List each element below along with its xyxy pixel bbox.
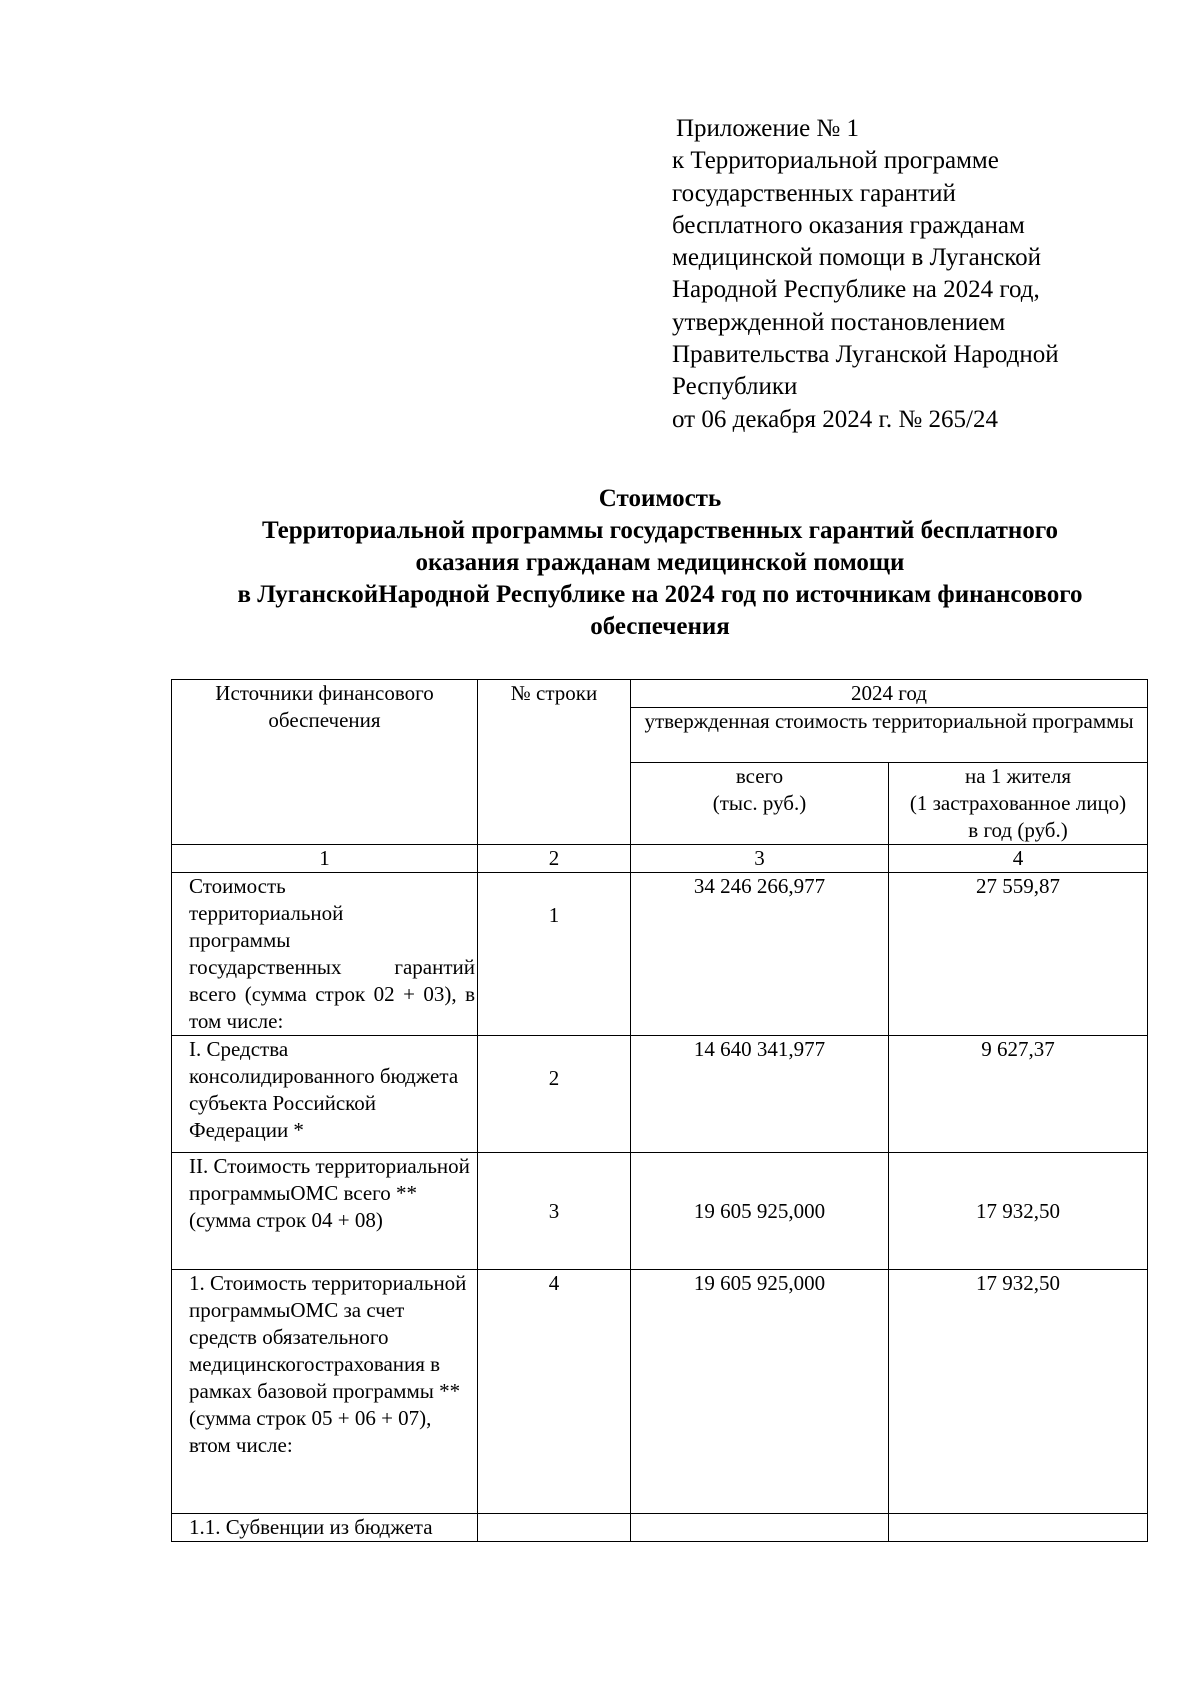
row-label-line: государственных гарантий всего (сумма строк 02 + 03), в том числе: bbox=[189, 955, 475, 1033]
header-per-resident-line: на 1 жителя bbox=[965, 764, 1071, 788]
appendix-line: бесплатного оказания гражданам bbox=[672, 211, 1025, 239]
column-number: 1 bbox=[172, 845, 478, 873]
row-number-value: 2 bbox=[548, 1066, 560, 1090]
table-row bbox=[172, 1270, 1148, 1514]
title-line: обеспечения bbox=[590, 613, 730, 640]
document-title bbox=[140, 483, 1180, 643]
title-line: Территориальной программы государственных гарантий бесплатного bbox=[261, 517, 1059, 544]
header-per-resident-line: в год (руб.) bbox=[968, 818, 1068, 842]
title-line: оказания гражданам медицинской помощи bbox=[415, 549, 905, 576]
column-number-row bbox=[172, 845, 1148, 873]
table-row bbox=[172, 1514, 1148, 1542]
row-number bbox=[478, 1036, 631, 1153]
column-number: 3 bbox=[631, 845, 889, 873]
appendix-line: к Территориальной программе bbox=[672, 147, 999, 175]
header-total-line: (тыс. руб.) bbox=[712, 791, 807, 815]
row-per-resident bbox=[889, 1514, 1148, 1542]
row-label bbox=[172, 873, 478, 1036]
title-line: в ЛуганскойНародной Республике на 2024 год по источникам финансового bbox=[237, 581, 1083, 608]
appendix-line: утвержденной постановлением bbox=[672, 308, 1006, 336]
row-total: 34 246 266,977 bbox=[631, 873, 889, 1036]
row-number: 3 bbox=[478, 1153, 631, 1270]
row-per-resident: 17 932,50 bbox=[889, 1270, 1148, 1514]
row-per-resident: 27 559,87 bbox=[889, 873, 1148, 1036]
header-sources: Источники финансового обеспечения bbox=[172, 680, 478, 845]
row-total: 19 605 925,000 bbox=[631, 1153, 889, 1270]
header-year: 2024 год bbox=[631, 680, 1148, 708]
row-label: 1.1. Субвенции из бюджета bbox=[172, 1514, 478, 1542]
appendix-block bbox=[672, 113, 1142, 436]
appendix-line: Республики bbox=[672, 373, 798, 401]
row-number: 4 bbox=[478, 1270, 631, 1514]
row-number bbox=[478, 1514, 631, 1542]
row-total: 14 640 341,977 bbox=[631, 1036, 889, 1153]
row-label-line: программы bbox=[189, 928, 291, 952]
appendix-line: медицинской помощи в Луганской bbox=[672, 244, 1041, 272]
appendix-line: Народной Республике на 2024 год, bbox=[672, 276, 1040, 304]
header-approved: утвержденная стоимость территориальной программы bbox=[631, 708, 1148, 763]
header-total bbox=[631, 763, 889, 845]
row-label-line: территориальной bbox=[189, 901, 344, 925]
row-label: I. Средства консолидированного бюджета субъекта Российской Федерации * bbox=[172, 1036, 478, 1153]
row-label: 1. Стоимость территориальной программыОМС за счет средств обязательного медицинскогострахования в рамках базовой программы ** (сумма строк 05 + 06 + 07), втом числе: bbox=[172, 1270, 478, 1514]
row-total bbox=[631, 1514, 889, 1542]
column-number: 4 bbox=[889, 845, 1148, 873]
row-per-resident: 9 627,37 bbox=[889, 1036, 1148, 1153]
header-per-resident-line: (1 застрахованное лицо) bbox=[909, 791, 1127, 815]
appendix-line: Приложение № 1 bbox=[676, 115, 860, 142]
cost-table bbox=[171, 679, 1148, 1542]
row-label: II. Стоимость территориальной программыОМС всего ** (сумма строк 04 + 08) bbox=[172, 1153, 478, 1270]
appendix-line: от 06 декабря 2024 г. № 265/24 bbox=[672, 405, 998, 433]
column-number: 2 bbox=[478, 845, 631, 873]
header-row-year bbox=[172, 680, 1148, 708]
title-line: Стоимость bbox=[598, 485, 722, 512]
header-total-line: всего bbox=[735, 764, 784, 788]
appendix-line: Правительства Луганской Народной bbox=[672, 341, 1059, 369]
table-row bbox=[172, 1036, 1148, 1153]
row-number bbox=[478, 873, 631, 1036]
row-label-line: Стоимость bbox=[189, 874, 286, 898]
appendix-line: государственных гарантий bbox=[672, 179, 956, 207]
table-row bbox=[172, 1153, 1148, 1270]
table-row bbox=[172, 873, 1148, 1036]
row-number-value: 1 bbox=[548, 903, 560, 927]
header-row-no: № строки bbox=[478, 680, 631, 845]
row-per-resident: 17 932,50 bbox=[889, 1153, 1148, 1270]
header-per-resident bbox=[889, 763, 1148, 845]
row-total: 19 605 925,000 bbox=[631, 1270, 889, 1514]
